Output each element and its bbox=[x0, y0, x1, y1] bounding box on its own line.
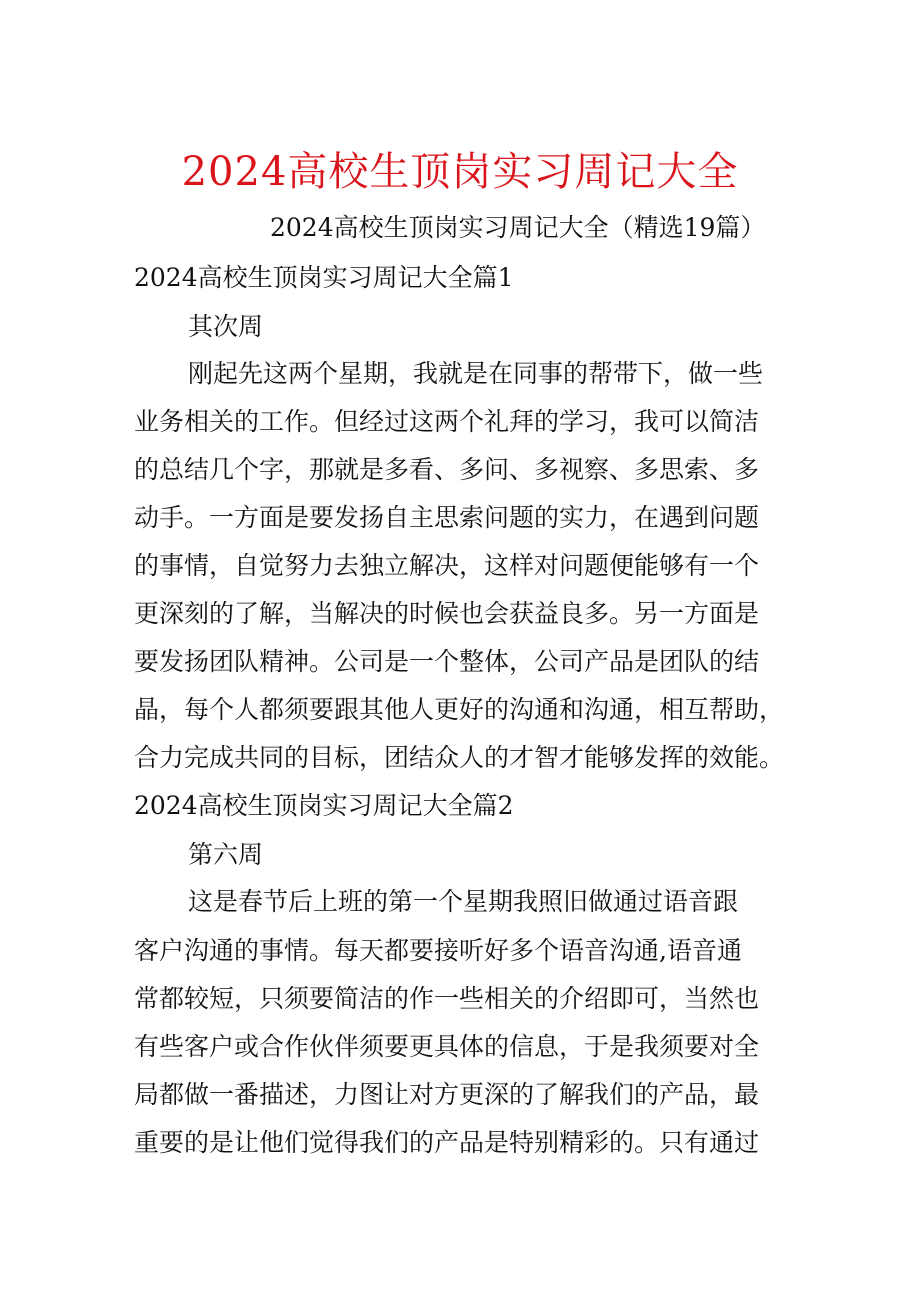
paragraph-line: 晶，每个人都须要跟其他人更好的沟通和沟通，相互帮助， bbox=[134, 695, 785, 724]
paragraph-line: 动手。一方面是要发扬自主思索问题的实力，在遇到问题 bbox=[134, 503, 760, 532]
paragraph-line: 局都做一番描述，力图让对方更深的了解我们的产品，最 bbox=[134, 1080, 760, 1109]
paragraph-line: 合力完成共同的目标，团结众人的才智才能够发挥的效能。 bbox=[134, 743, 785, 772]
section-heading: 2024高校生顶岗实习周记大全篇2 bbox=[134, 791, 514, 820]
paragraph-line: 重要的是让他们觉得我们的产品是特别精彩的。只有通过 bbox=[134, 1128, 760, 1157]
paragraph-line: 业务相关的工作。但经过这两个礼拜的学习，我可以简洁 bbox=[134, 407, 760, 436]
document-title: 2024高校生顶岗实习周记大全 bbox=[181, 149, 739, 195]
paragraph-line: 更深刻的了解，当解决的时候也会获益良多。另一方面是 bbox=[134, 599, 760, 628]
paragraph-line: 有些客户或合作伙伴须要更具体的信息，于是我须要对全 bbox=[134, 1032, 760, 1061]
paragraph-line: 刚起先这两个星期，我就是在同事的帮带下，做一些 bbox=[188, 359, 764, 388]
week-label: 第六周 bbox=[188, 840, 264, 869]
paragraph-line: 的事情，自觉努力去独立解决，这样对问题便能够有一个 bbox=[134, 551, 760, 580]
document-subtitle: 2024高校生顶岗实习周记大全（精选19篇） bbox=[270, 213, 766, 242]
paragraph-line: 常都较短，只须要简洁的作一些相关的介绍即可，当然也 bbox=[134, 984, 760, 1013]
paragraph-line: 这是春节后上班的第一个星期我照旧做通过语音跟 bbox=[188, 887, 739, 916]
week-label: 其次周 bbox=[188, 312, 264, 341]
paragraph-line: 的总结几个字，那就是多看、多问、多视察、多思索、多 bbox=[134, 455, 760, 484]
paragraph-line: 要发扬团队精神。公司是一个整体，公司产品是团队的结 bbox=[134, 647, 760, 676]
paragraph-line: 客户沟通的事情。每天都要接听好多个语音沟通,语音通 bbox=[134, 936, 742, 965]
section-heading: 2024高校生顶岗实习周记大全篇1 bbox=[134, 263, 514, 292]
